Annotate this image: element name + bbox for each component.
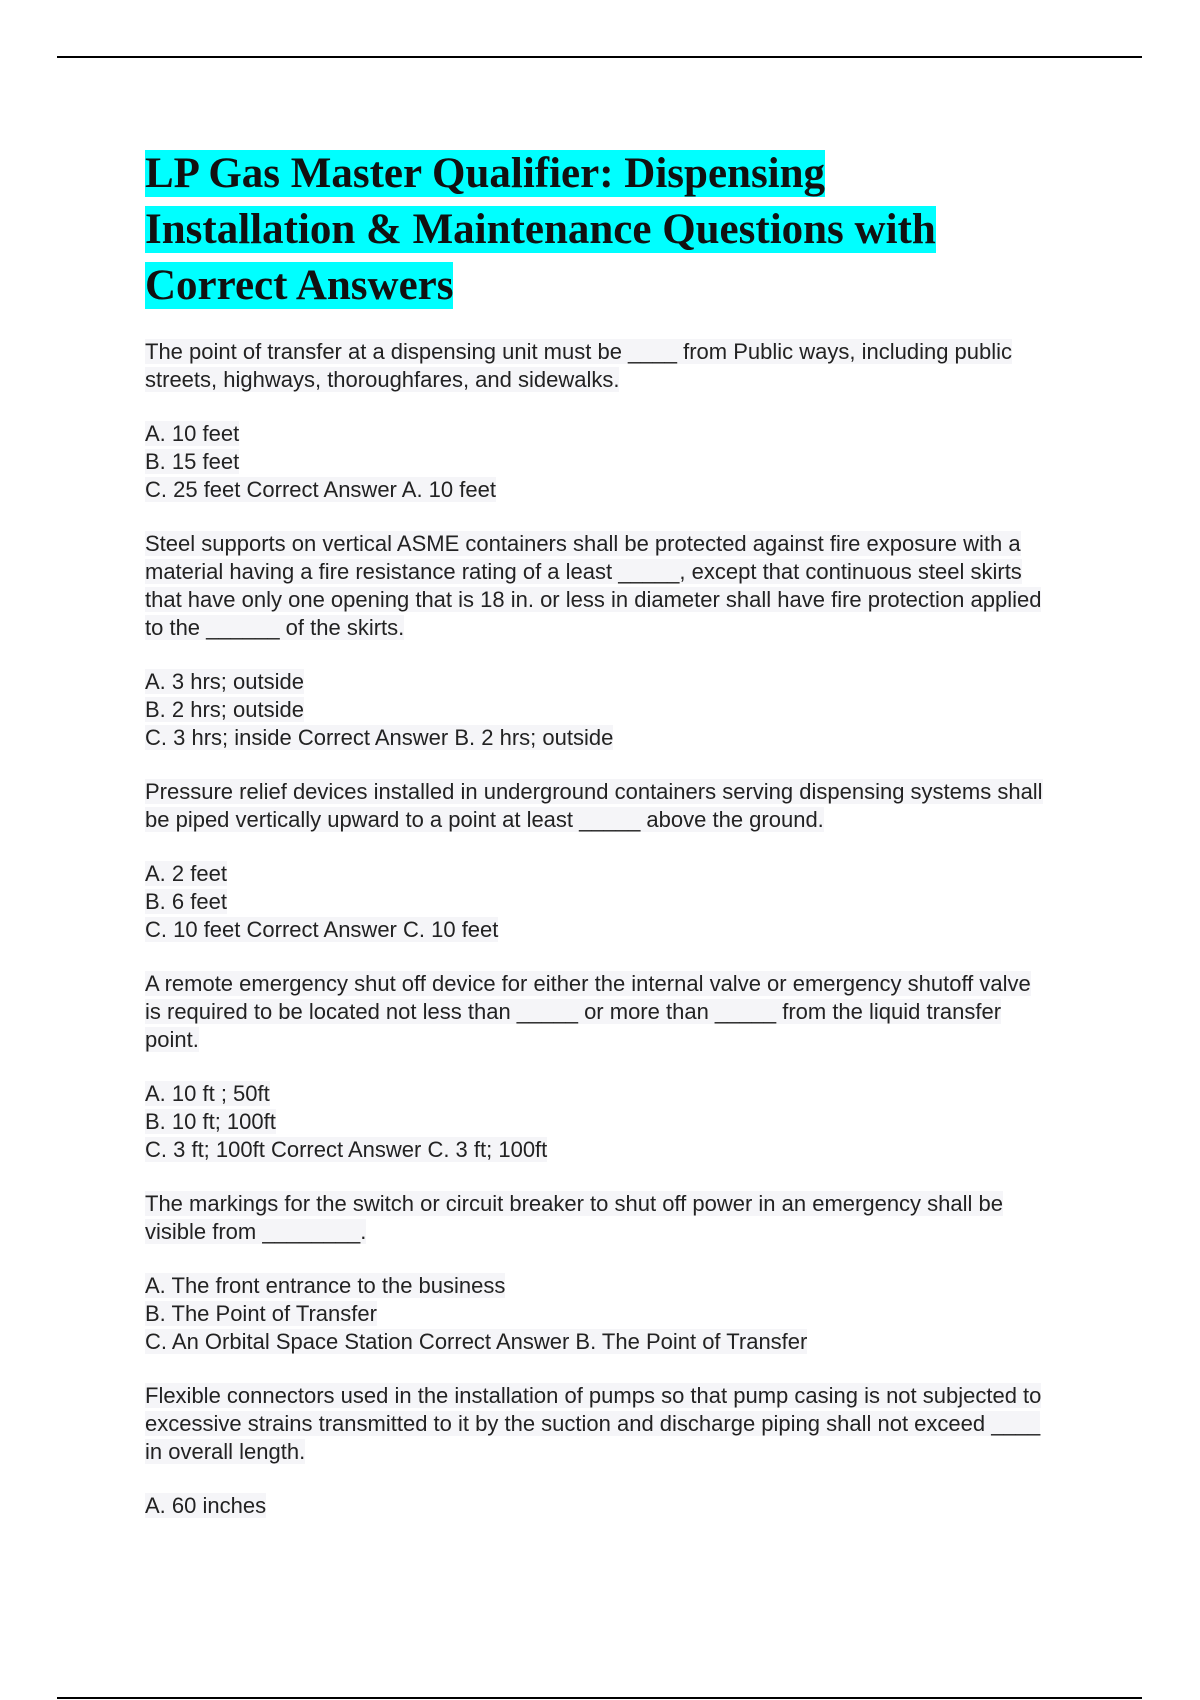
answer-option: B. The Point of Transfer	[145, 1301, 377, 1326]
answer-options	[145, 420, 1045, 504]
answer-option: A. The front entrance to the business	[145, 1273, 506, 1298]
question-block	[145, 1382, 1045, 1520]
answer-options	[145, 668, 1045, 752]
document-body	[145, 146, 1045, 1546]
answer-option: B. 6 feet	[145, 889, 227, 914]
answer-options	[145, 1080, 1045, 1164]
answer-options	[145, 860, 1045, 944]
question-text: The markings for the switch or circuit breaker to shut off power in an emergency shall be visible from ________.	[145, 1191, 1003, 1244]
answer-option: A. 3 hrs; outside	[145, 669, 304, 694]
question-block	[145, 530, 1045, 752]
answer-options	[145, 1272, 1045, 1356]
question-block	[145, 778, 1045, 944]
answer-option: A. 10 feet	[145, 421, 240, 446]
question-text: Pressure relief devices installed in underground containers serving dispensing systems shall be piped vertically upward to a point at least _____ above the ground.	[145, 779, 1043, 832]
answer-option: C. 3 ft; 100ft Correct Answer C. 3 ft; 100ft	[145, 1137, 548, 1162]
answer-option: C. 10 feet Correct Answer C. 10 feet	[145, 917, 499, 942]
question-text: Steel supports on vertical ASME containers shall be protected against fire exposure with a material having a fire resistance rating of a least _____, except that continuous steel skirts that have only one opening that is 18 in. or less in diameter shall have fire protection applied to the ______ of the skirts.	[145, 531, 1042, 640]
question-text: A remote emergency shut off device for either the internal valve or emergency shutoff valve is required to be located not less than _____ or more than _____ from the liquid transfer point.	[145, 971, 1031, 1052]
footer-rule	[57, 1697, 1142, 1699]
question-text: Flexible connectors used in the installation of pumps so that pump casing is not subjected to excessive strains transmitted to it by the suction and discharge piping shall not exceed ____ in overall length.	[145, 1383, 1042, 1464]
answer-option: A. 2 feet	[145, 861, 227, 886]
answer-option: B. 2 hrs; outside	[145, 697, 304, 722]
header-rule	[57, 56, 1142, 58]
answer-option: A. 10 ft ; 50ft	[145, 1081, 270, 1106]
answer-option: C. An Orbital Space Station Correct Answer B. The Point of Transfer	[145, 1329, 808, 1354]
question-block	[145, 338, 1045, 504]
document-title: LP Gas Master Qualifier: Dispensing Installation & Maintenance Questions with Correct Answers	[145, 150, 936, 309]
answer-option: A. 60 inches	[145, 1493, 267, 1518]
answer-options	[145, 1492, 1045, 1520]
answer-option: C. 3 hrs; inside Correct Answer B. 2 hrs; outside	[145, 725, 614, 750]
question-block	[145, 1190, 1045, 1356]
question-text: The point of transfer at a dispensing unit must be ____ from Public ways, including public streets, highways, thoroughfares, and sidewalks.	[145, 339, 1013, 392]
question-block	[145, 970, 1045, 1164]
answer-option: B. 15 feet	[145, 449, 240, 474]
answer-option: C. 25 feet Correct Answer A. 10 feet	[145, 477, 496, 502]
answer-option: B. 10 ft; 100ft	[145, 1109, 276, 1134]
